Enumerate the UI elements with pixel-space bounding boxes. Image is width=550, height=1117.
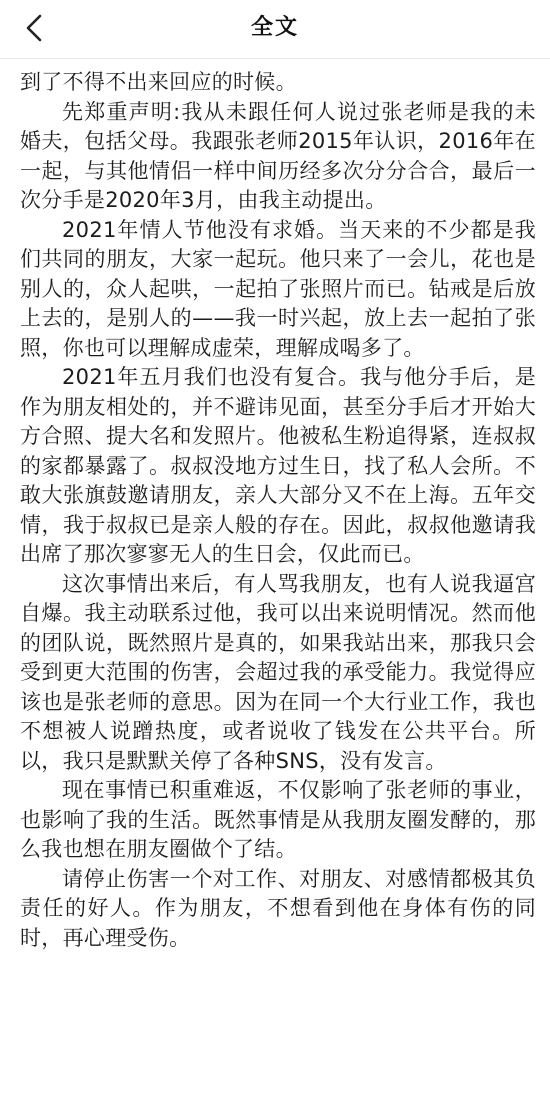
paragraph: 现在事情已积重难返，不仅影响了张老师的事业，也影响了我的生活。既然事情是从我朋友圈发酵的，那么我也想在朋友圈做个了结。 [20,778,536,861]
paragraph: 到了不得不出来回应的时候。 [20,70,297,94]
paragraph: 2021年情人节他没有求婚。当天来的不少都是我们共同的朋友，大家一起玩。他只来了一会儿，花也是别人的，众人起哄，一起拍了张照片而已。钻戒是后放上去的，是别人的——我一时兴起，放上去一起拍了张照，你也可以理解成虚荣，理解成喝多了。 [20,217,536,360]
paragraph: 请停止伤害一个对工作、对朋友、对感情都极其负责任的好人。作为朋友，不想看到他在身体有伤的同时，再心理受伤。 [20,866,536,950]
paragraph: 2021年五月我们也没有复合。我与他分手后，是作为朋友相处的，并不避讳见面，甚至分手后才开始大方合照、提大名和发照片。他被私生粉追得紧，连叔叔的家都暴露了。叔叔没地方过生日，找了私人会所。不敢大张旗鼓邀请朋友，亲人大部分又不在上海。五年交情，我于叔叔已是亲人般的存在。因此，叔叔他邀请我出席了那次寥寥无人的生日会，仅此而已。 [20,365,536,566]
paragraph: 先郑重声明:我从未跟任何人说过张老师是我的未婚夫，包括父母。我跟张老师2015年认识，2016年在一起，与其他情侣一样中间历经多次分分合合，最后一次分手是2020年3月，由我主动提出。 [20,99,536,212]
paragraph: 这次事情出来后，有人骂我朋友，也有人说我逼宫自爆。我主动联系过他，我可以出来说明情况。然而他的团队说，既然照片是真的，如果我站出来，那我只会受到更大范围的伤害，会超过我的承受能力。我觉得应该也是张老师的意思。因为在同一个大行业工作，我也不想被人说蹭热度，或者说收了钱发在公共平台。所以，我只是默默关停了各种SNS，没有发言。 [20,571,536,773]
nav-bar [0,0,550,59]
article-body [20,68,536,953]
page-title: 全文 [250,15,299,40]
